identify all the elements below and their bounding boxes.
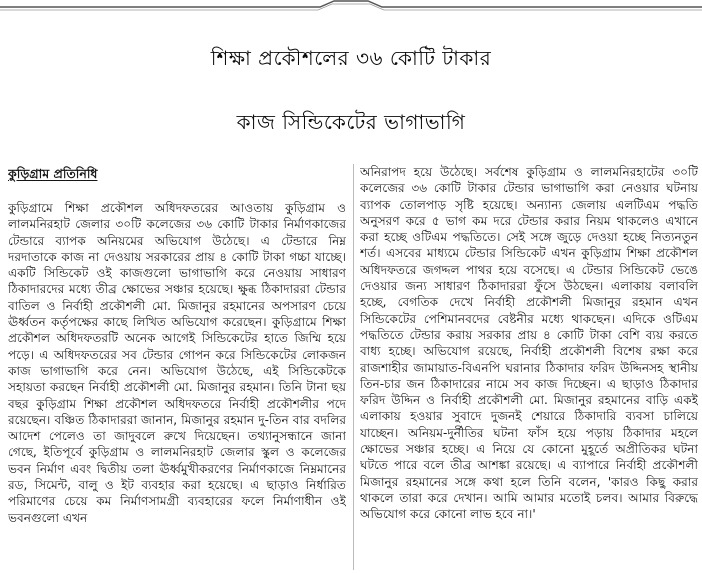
headline-line-2: কাজ সিন্ডিকেটের ভাগাভাগি (236, 110, 466, 134)
article-right-column (360, 164, 698, 570)
headline-line-1: শিক্ষা প্রকৌশলের ৩৬ কোটি টাকার (210, 46, 492, 70)
headline (0, 14, 702, 164)
byline: কুড়িগ্রাম প্রতিনিধি (8, 166, 98, 181)
article-left-column (8, 164, 346, 570)
right-column-text: অনিরাপদ হয়ে উঠেছে। সর্বশেষ কুড়িগ্রাম ও লালমনিরহাটের ৩০টি কলেজের ৩৬ কোটি টাকার টেন্ডার ভাগাভাগি করা নেওয়ার ঘটনায় ব্যাপক তোলপাড় সৃষ্টি হয়েছে। অন্যান্য জেলায় এলটিএম পদ্ধতি অনুসরণ করে ৫ ভাগ কম দরে টেন্ডার করার নিয়ম থাকলেও এখানে করা হচ্ছে ওটিএম পদ্ধতিতে। সেই সঙ্গে জুড়ে দেওয়া হচ্ছে নিত্যনতুন শর্ত। এসবের মাধ্যমে টেন্ডার সিন্ডিকেট এখন কুড়িগ্রাম শিক্ষা প্রকৌশল অধিদফতরে জগদ্দল পাথর হয়ে বসেছে। এ টেন্ডার সিন্ডিকেট ভেঙে দেওয়ার জন্য সাধারণ ঠিকাদাররা ফুঁসে উঠছেন। এলাকায় বলাবলি হচ্ছে, বেগতিক দেখে নির্বাহী প্রকৌশলী মিজানুর রহমান এখন সিন্ডিকেটের পেশিমানবদের বেষ্টনীর মধ্যে থাকছেন। এদিকে ওটিএম পদ্ধতিতে টেন্ডার করায় সরকার প্রায় ৪ কোটি টাকা বেশি ব্যয় করতে বাধ্য হচ্ছে। অভিযোগ রয়েছে, নির্বাহী প্রকৌশলী বিশেষ রক্ষা করে রাজশাহীর জামায়াত-বিএনপি ঘরানার ঠিকাদার ফরিদ উদ্দিনসহ স্থানীয় তিন-চার জন ঠিকাদারের নামে সব কাজ দিচ্ছেন। এ ছাড়াও ঠিকাদার ফরিদ উদ্দিন ও নির্বাহী প্রকৌশলী মো. মিজানুর রহমানের বাড়ি একই এলাকায় হওয়ার সুবাদে দুজনই শেয়ারে ঠিকাদারি ব্যবসা চালিয়ে যাচ্ছেন। অনিয়ম-দুর্নীতির ঘটনা ফাঁস হয়ে পড়ায় ঠিকাদার মহলে ক্ষোভের সঞ্চার হচ্ছে। এ নিয়ে যে কোনো মুহূর্তে অপ্রীতিকর ঘটনা ঘটতে পারে বলে তীব্র আশঙ্কা রয়েছে। এ ব্যাপারে নির্বাহী প্রকৌশলী মিজানুর রহমানের সঙ্গে কথা হলে তিনি বলেন, 'কারও কিছু করার থাকলে তারা করে দেখান। আমি আমার মতোই চলব। আমার বিরুদ্ধে অভিযোগ করে কোনো লাভ হবে না।' (360, 165, 698, 522)
left-column-text: কুড়িগ্রামে শিক্ষা প্রকৌশল অধিদফতরের আওতায় কুড়িগ্রাম ও লালমনিরহাট জেলার ৩০টি কলেজের ৩৬ কোটি টাকার নির্মাণকাজের টেন্ডারে ব্যাপক অনিয়মের অভিযোগ উঠেছে। এ টেন্ডারে নিম্ন দরদাতাকে কাজ না দেওয়ায় সরকারের প্রায় ৪ কোটি টাকা গচ্চা যাচ্ছে। একটি সিন্ডিকেট ওই কাজগুলো ভাগাভাগি করে নেওয়ায় সাধারণ ঠিকাদারদের মধ্যে তীব্র ক্ষোভের সঞ্চার হয়েছে। ক্ষুব্ধ ঠিকাদাররা টেন্ডার বাতিল ও নির্বাহী প্রকৌশলী মো. মিজানুর রহমানের অপসারণ চেয়ে ঊর্ধ্বতন কর্তৃপক্ষের কাছে লিখিত অভিযোগ করেছেন। কুড়িগ্রামে শিক্ষা প্রকৌশল অধিদফতরটি অনেক আগেই সিন্ডিকেটের হাতে জিম্মি হয়ে পড়ে। এ অধিদফতরের সব টেন্ডার গোপন করে সিন্ডিকেটের লোকজন কাজ ভাগাভাগি করে নেন। অভিযোগ উঠেছে, এই সিন্ডিকেটকে সহায়তা করছেন নির্বাহী প্রকৌশলী মো. মিজানুর রহমান। তিনি টানা ছয় বছর কুড়িগ্রাম শিক্ষা প্রকৌশল অধিদফতরে নির্বাহী প্রকৌশলীর পদে রয়েছেন। বঞ্চিত ঠিকাদাররা জানান, মিজানুর রহমান দু-তিন বার বদলির আদেশ পেলেও তা জাদুবলে রুখে দিয়েছেন। তথ্যানুসন্ধানে জানা গেছে, ইতিপূর্বে কুড়িগ্রাম ও লালমনিরহাট জেলার স্কুল ও কলেজের ভবন নির্মাণ এবং দ্বিতীয় তলা ঊর্ধ্বমুখীকরণের নির্মাণকাজে নিম্নমানের রড, সিমেন্ট, বালু ও ইট ব্যবহার করা হয়েছে। এ ছাড়াও নির্ধারিত পরিমাণের চেয়ে কম নির্মাণসামগ্রী ব্যবহারের ফলে নির্মাণাধীন ওই ভবনগুলো এখন (8, 201, 346, 525)
column-divider (353, 164, 354, 570)
article-body (8, 164, 698, 570)
header-ornament (0, 0, 702, 14)
